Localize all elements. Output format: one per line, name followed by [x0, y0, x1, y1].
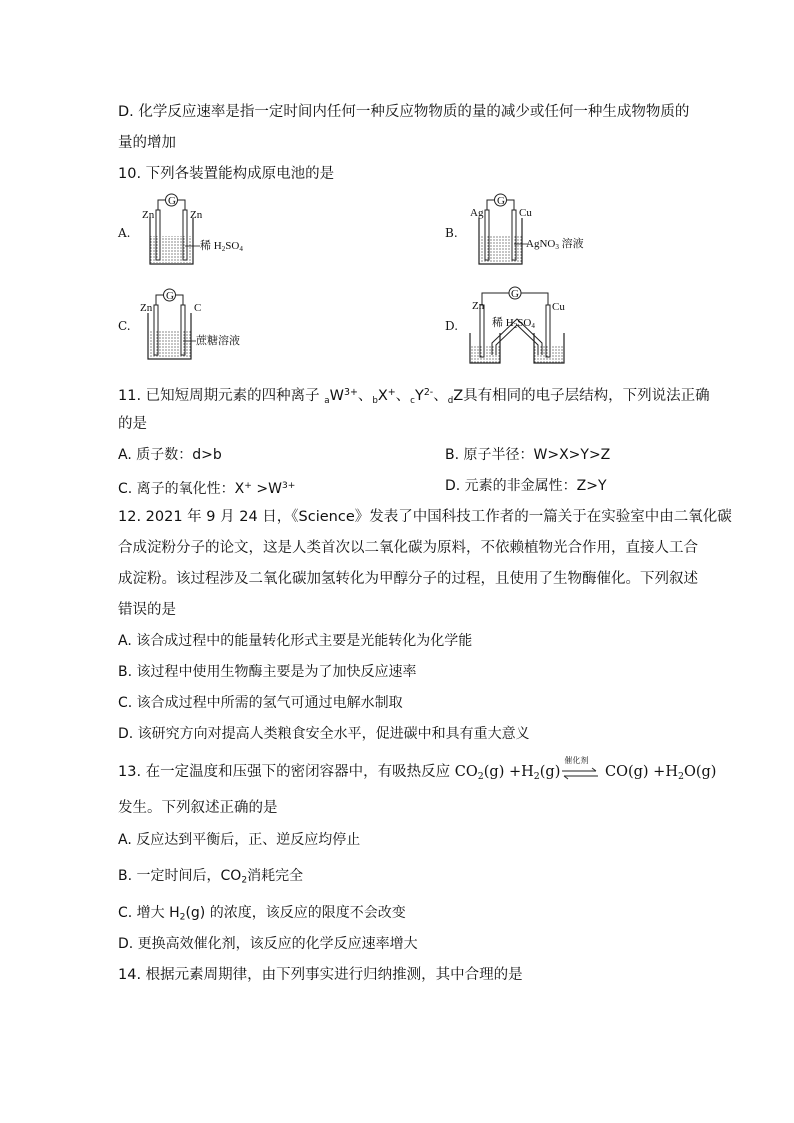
- galvanometer-label-c: G: [166, 290, 174, 302]
- equilibrium-arrow-icon: [560, 767, 600, 781]
- q12-option-d: D. 该研究方向对提高人类粮食安全水平，促进碳中和具有重大意义: [118, 726, 530, 742]
- q10-option-c-label: C.: [118, 319, 131, 333]
- solution-label-d: 稀 $H_2SO_4$: [492, 317, 535, 331]
- q11-option-b: B. 原子半径：W>X>Y>Z: [445, 447, 611, 463]
- q12-stem-line2: 合成淀粉分子的论文，这是人类首次以二氧化碳为原料，不依赖植物光合作用，直接人工合: [118, 540, 698, 556]
- galvanic-cell-diagram-a: [138, 190, 258, 270]
- galvanometer-label-b: G: [497, 195, 505, 207]
- electrode-left-a: Zn: [142, 209, 155, 221]
- q12-option-c: C. 该合成过程中所需的氢气可通过电解水制取: [118, 695, 403, 711]
- q12-stem-line1: 12. 2021 年 9 月 24 日，《Science》发表了中国科技工作者的一篇关于在实验室中由二氧化碳: [118, 509, 732, 525]
- electrode-left-d: Zn: [472, 300, 485, 312]
- q13-option-c: C. 增大 $H_2(g)$ 的浓度，该反应的限度不会改变: [118, 905, 406, 923]
- electrode-right-d: Cu: [552, 301, 565, 313]
- reaction-reactants: $CO_2(g) +H_2(g)$: [454, 764, 561, 782]
- q11-stem-line1: 11. 已知短周期元素的四种离子 $_aW^{3+}$、$_b$X+、$_cY^{2-}$、$_d$Z具有相同的电子层结构，下列说法正确: [118, 387, 710, 407]
- q14-stem: 14. 根据元素周期律，由下列事实进行归纳推测，其中合理的是: [118, 967, 523, 983]
- q10-stem: 10. 下列各装置能构成原电池的是: [118, 166, 335, 182]
- q13-option-d: D. 更换高效催化剂，该反应的化学反应速率增大: [118, 936, 418, 952]
- galvanic-cell-diagram-b: [466, 188, 606, 270]
- solution-label-c: 蔗糖溶液: [196, 335, 240, 347]
- solution-label-b: AgNO$_3$ 溶液: [526, 238, 584, 252]
- q12-stem-line4: 错误的是: [118, 602, 176, 618]
- galvanometer-label-d: G: [511, 288, 519, 300]
- electrode-left-c: Zn: [140, 302, 153, 314]
- q11-option-c: C. 离子的氧化性：$X^+ >W^{3+}$: [118, 481, 296, 497]
- reaction-products: $CO(g) +H_2O(g)$: [600, 764, 717, 782]
- q10-apparatus-b: [466, 188, 606, 270]
- q13-option-b: B. 一定时间后，$CO_2$消耗完全: [118, 868, 304, 886]
- q13-option-a: A. 反应达到平衡后，正、逆反应均停止: [118, 832, 361, 848]
- q11-option-a: A. 质子数：d>b: [118, 447, 222, 463]
- electrode-right-a: Zn: [190, 209, 203, 221]
- q10-option-b-label: B.: [445, 226, 458, 240]
- electrode-left-b: Ag: [470, 207, 484, 219]
- galvanometer-label-a: G: [168, 195, 176, 207]
- q13-stem-line2: 发生。下列叙述正确的是: [118, 800, 278, 816]
- q10-option-d-label: D.: [445, 319, 459, 333]
- q10-option-a-label: A.: [118, 226, 131, 240]
- galvanic-cell-diagram-c: [138, 283, 258, 365]
- electrode-right-b: Cu: [519, 207, 532, 219]
- galvanic-cell-diagram-d: [462, 283, 612, 369]
- q10-apparatus-d: [462, 283, 612, 369]
- electrode-right-c: C: [194, 302, 202, 314]
- q12-option-b: B. 该过程中使用生物酶主要是为了加快反应速率: [118, 664, 417, 680]
- solution-label-a: 稀 $H_2SO_4$: [200, 240, 243, 254]
- q12-option-a: A. 该合成过程中的能量转化形式主要是光能转化为化学能: [118, 633, 473, 649]
- q9-option-d-line1: D. 化学反应速率是指一定时间内任何一种反应物物质的量的减少或任何一种生成物物质的: [118, 104, 690, 120]
- q11-option-d: D. 元素的非金属性：Z>Y: [445, 478, 607, 494]
- reversible-arrow: [560, 756, 600, 779]
- q10-apparatus-c: [138, 283, 258, 365]
- q13-stem-line1: 13. 在一定温度和压强下的密闭容器中，有吸热反应 $CO_2(g) +H_2(g)$ 催化剂 $CO(g) +H_2O(g)$: [118, 756, 717, 782]
- q9-option-d-line2: 量的增加: [118, 135, 176, 151]
- catalyst-label: 催化剂: [564, 756, 589, 765]
- q12-stem-line3: 成淀粉。该过程涉及二氧化碳加氢转化为甲醇分子的过程，且使用了生物酶催化。下列叙述: [118, 571, 698, 587]
- q11-stem-line2: 的是: [118, 416, 147, 432]
- q10-apparatus-a: [138, 190, 258, 270]
